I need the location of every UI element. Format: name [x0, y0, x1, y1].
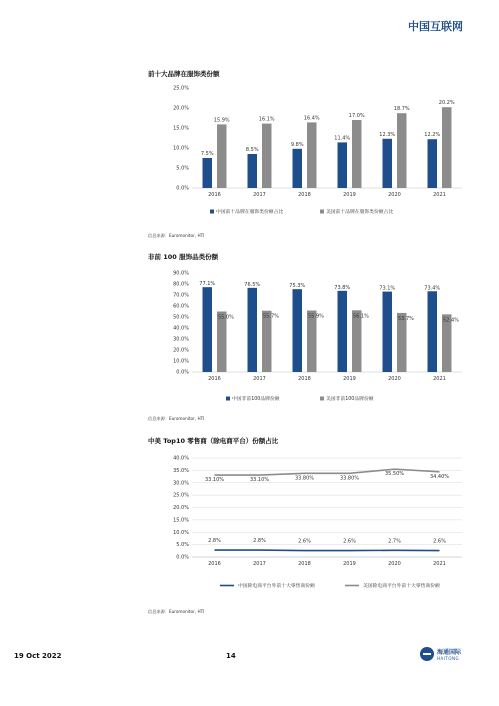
data-label: 56.1% [353, 313, 369, 320]
y-tick-label: 20.0% [173, 505, 189, 511]
chart1-svg [148, 80, 468, 225]
y-tick-label: 5.0% [176, 165, 189, 172]
y-tick-label: 10.0% [173, 358, 189, 365]
y-tick-label: 80.0% [173, 281, 189, 288]
bar-us [352, 120, 362, 188]
y-tick-label: 25.0% [173, 85, 189, 92]
y-tick-label: 15.0% [173, 125, 189, 132]
data-label: 2.8% [253, 538, 266, 545]
data-label: 73.4% [424, 285, 441, 292]
bar-china [338, 291, 348, 372]
x-tick-label: 2020 [388, 561, 401, 567]
data-label: 76.5% [244, 281, 261, 288]
x-tick-label: 2019 [343, 561, 356, 567]
data-label: 18.7% [393, 106, 410, 113]
bar-us [262, 124, 272, 188]
legend-label: 美国除电商平台外前十大零售商份额 [363, 584, 440, 589]
chart3-svg [148, 449, 468, 599]
legend-label: 美国非前100品牌份额 [326, 397, 374, 402]
y-tick-label: 0.0% [176, 185, 189, 192]
x-tick-label: 2017 [253, 561, 266, 567]
header-brand: 中国互联网 [408, 20, 463, 33]
bar-china [428, 291, 438, 372]
bar-china [293, 149, 303, 188]
bar-china [203, 158, 213, 188]
data-label: 52.4% [443, 317, 459, 324]
bar-us [217, 124, 227, 188]
legend-swatch [226, 397, 230, 401]
y-tick-label: 30.0% [173, 480, 189, 487]
y-tick-label: 10.0% [173, 145, 189, 152]
y-tick-label: 15.0% [173, 517, 189, 524]
legend-swatch [210, 210, 214, 214]
chart3-source: 信息来源：Euromonitor, HTI [148, 609, 205, 614]
chart1-title: 前十大品牌在服饰类份额 [148, 70, 220, 78]
legend-swatch [320, 397, 324, 401]
data-label: 55.7% [263, 313, 279, 320]
x-tick-label: 2017 [253, 192, 266, 198]
y-tick-label: 0.0% [176, 554, 189, 561]
y-tick-label: 35.0% [173, 467, 189, 474]
bar-china [428, 139, 438, 188]
data-label: 53.7% [398, 315, 414, 322]
data-label: 73.1% [379, 285, 396, 292]
data-label: 33.10% [204, 477, 225, 484]
data-label: 2.6% [298, 538, 311, 545]
data-label: 33.80% [294, 475, 315, 482]
data-label: 35.50% [384, 471, 405, 478]
series-line-us [215, 469, 440, 478]
y-tick-label: 40.0% [173, 455, 189, 462]
x-tick-label: 2018 [298, 192, 311, 198]
data-label: 12.3% [379, 131, 396, 138]
bar-us [307, 311, 317, 372]
data-label: 75.3% [289, 283, 306, 290]
bar-us [397, 113, 407, 188]
bar-us [442, 107, 452, 188]
bar-china [248, 288, 258, 372]
y-tick-label: 0.0% [176, 369, 189, 376]
bar-china [203, 287, 213, 372]
y-tick-label: 30.0% [173, 336, 189, 343]
logo-text-en: HAITONG [436, 656, 460, 661]
bar-us [217, 312, 227, 373]
footer-date: 19 Oct 2022 [14, 652, 62, 660]
data-label: 2.6% [433, 538, 446, 545]
data-label: 16.1% [258, 116, 275, 123]
x-tick-label: 2021 [433, 192, 446, 198]
y-tick-label: 90.0% [173, 270, 189, 277]
logo-text-cn: 海通国际 [436, 649, 461, 656]
x-tick-label: 2016 [208, 192, 221, 198]
x-tick-label: 2018 [298, 561, 311, 567]
legend-swatch [320, 210, 324, 214]
page-number: 14 [226, 652, 236, 660]
y-tick-label: 20.0% [173, 347, 189, 354]
x-tick-label: 2017 [253, 376, 266, 382]
legend-label: 中国前十品牌在服饰类份额占比 [216, 210, 284, 215]
y-tick-label: 40.0% [173, 325, 189, 332]
y-tick-label: 5.0% [176, 542, 189, 549]
chart2-source: 信息来源：Euromonitor, HTI [148, 416, 205, 421]
data-label: 9.8% [290, 141, 304, 148]
y-tick-label: 60.0% [173, 303, 189, 310]
x-tick-label: 2019 [343, 376, 356, 382]
haitong-logo-icon [420, 647, 434, 661]
data-label: 77.1% [199, 281, 216, 288]
data-label: 33.10% [249, 477, 270, 484]
data-label: 73.8% [334, 284, 351, 291]
y-tick-label: 50.0% [173, 314, 189, 321]
bar-us [262, 311, 272, 372]
data-label: 15.9% [213, 117, 230, 124]
x-tick-label: 2019 [343, 192, 356, 198]
haitong-logo [420, 647, 461, 661]
data-label: 33.80% [339, 475, 360, 482]
bar-china [383, 292, 393, 372]
bar-china [338, 142, 348, 188]
data-label: 16.4% [303, 115, 320, 122]
chart1-source: 信息来源：Euromonitor, HTI [148, 233, 205, 238]
x-tick-label: 2020 [388, 192, 401, 198]
bar-us [352, 310, 362, 372]
bar-china [248, 154, 258, 188]
x-tick-label: 2020 [388, 376, 401, 382]
x-tick-label: 2016 [208, 376, 221, 382]
data-label: 17.0% [348, 113, 365, 119]
y-tick-label: 25.0% [173, 492, 189, 499]
data-label: 7.5% [200, 151, 214, 157]
bar-china [293, 289, 303, 372]
data-label: 20.2% [438, 100, 455, 107]
bar-us [307, 122, 317, 188]
data-label: 2.8% [208, 538, 221, 545]
legend-label: 中国除电商平台外前十大零售商份额 [238, 584, 315, 589]
data-label: 2.7% [388, 538, 401, 545]
data-label: 34.40% [429, 473, 450, 480]
y-tick-label: 70.0% [173, 292, 189, 299]
y-tick-label: 10.0% [173, 529, 189, 536]
chart2-svg [148, 263, 468, 409]
data-label: 55.9% [308, 313, 324, 320]
legend-label: 美国前十品牌在服饰类份额占比 [326, 210, 394, 215]
data-label: 11.4% [334, 135, 351, 142]
x-tick-label: 2018 [298, 376, 311, 382]
x-tick-label: 2016 [208, 561, 221, 567]
bar-china [383, 139, 393, 188]
y-tick-label: 20.0% [173, 105, 189, 112]
data-label: 8.5% [245, 147, 259, 153]
chart2-title: 非前 100 服饰品类份额 [148, 253, 219, 261]
chart3-title: 中美 Top10 零售商（除电商平台）份额占比 [148, 437, 279, 445]
data-label: 12.2% [424, 132, 441, 139]
x-tick-label: 2021 [433, 561, 446, 567]
data-label: 55.0% [218, 314, 234, 321]
legend-label: 中国非前100品牌份额 [232, 397, 280, 402]
x-tick-label: 2021 [433, 376, 446, 382]
data-label: 2.6% [343, 538, 356, 545]
